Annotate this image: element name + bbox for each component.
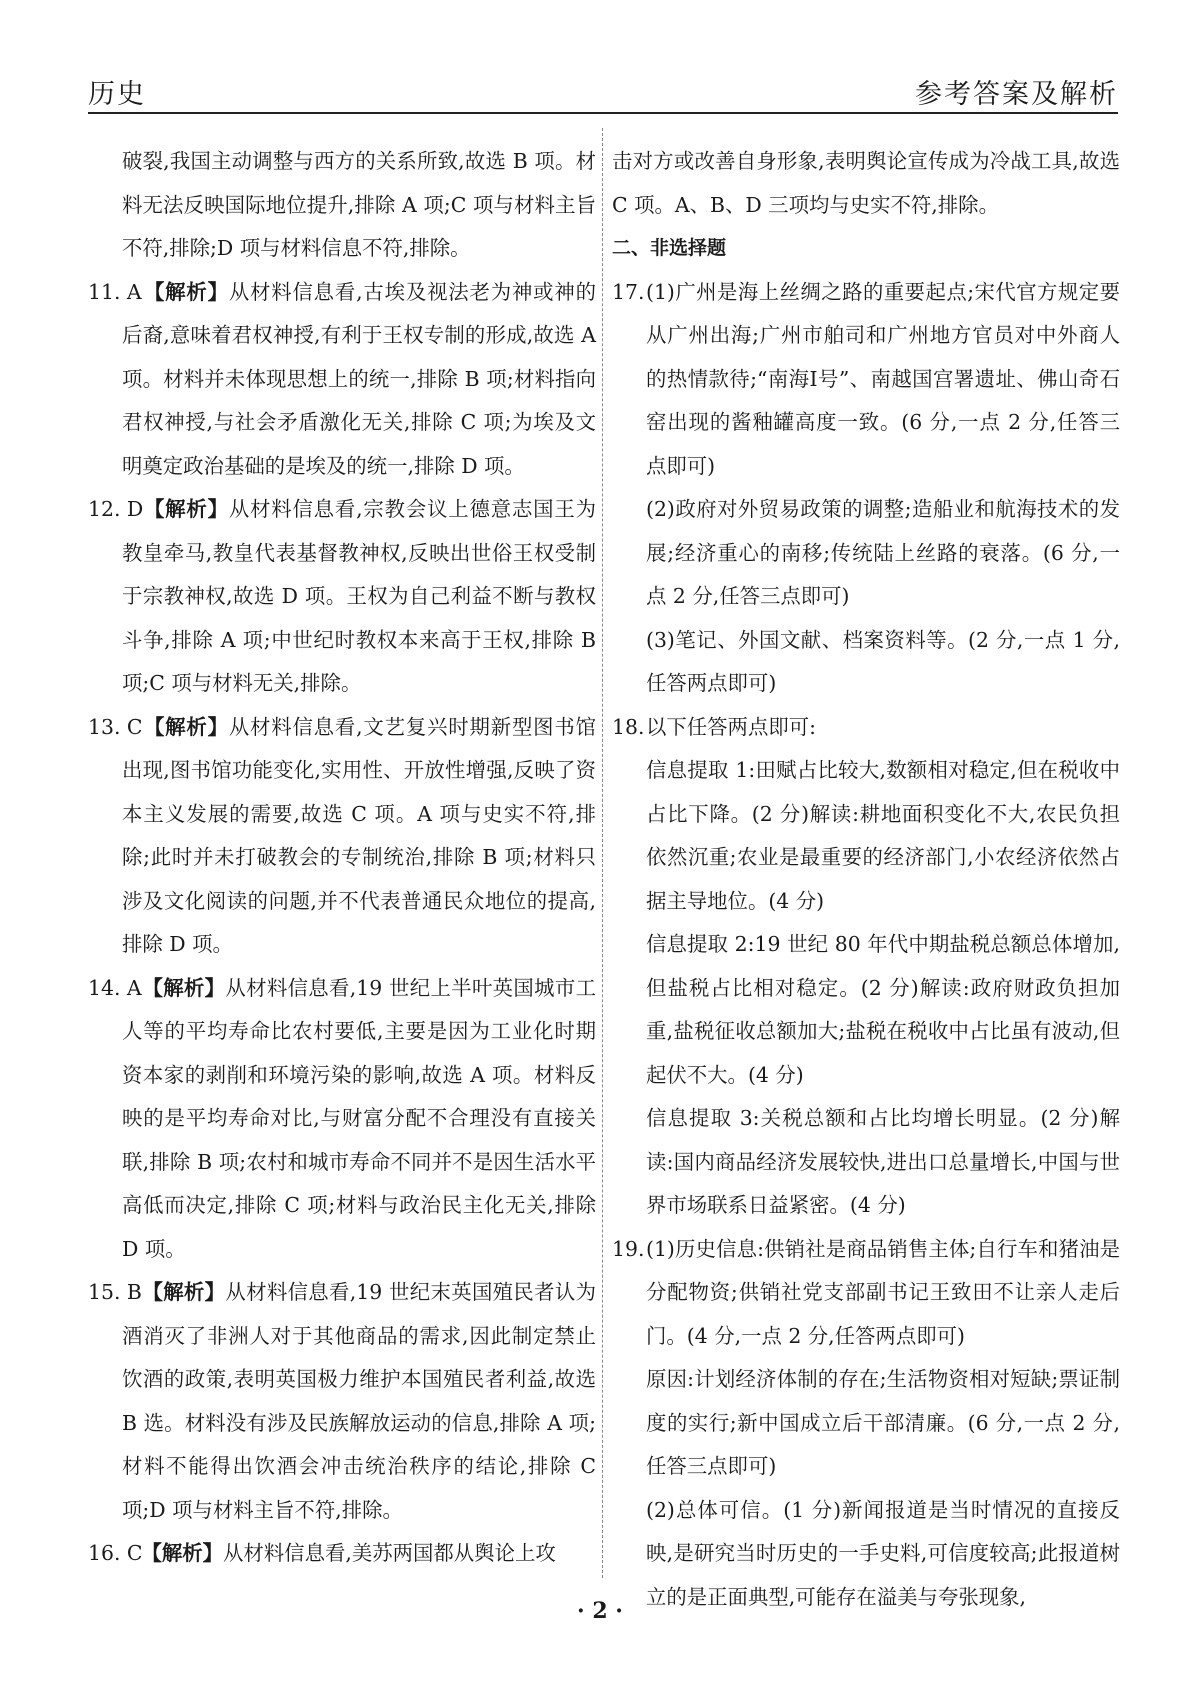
- page-header: [88, 68, 1118, 114]
- answer-paragraph: 信息提取 2:19 世纪 80 年代中期盐税总额总体增加,但盐税占比相对稳定。(2 分)解读:政府财政负担加重,盐税征收总额加大;盐税在税收中占比虽有波动,但起伏不大。(4 分): [646, 932, 1120, 1087]
- answer-item-12: [88, 488, 596, 706]
- answer-paragraph: 原因:计划经济体制的存在;生活物资相对短缺;票证制度的实行;新中国成立后干部清廉。(6 分,一点 2 分,任答三点即可): [646, 1367, 1120, 1478]
- answer-paragraph: 信息提取 1:田赋占比较大,数额相对稳定,但在税收中占比下降。(2 分)解读:耕地面积变化不大,农民负担依然沉重;农业是最重要的经济部门,小农经济依然占据主导地位。(4 分): [646, 758, 1120, 913]
- answer-item-18: [612, 706, 1120, 750]
- item-body: (1)广州是海上丝绸之路的重要起点;宋代官方规定要从广州出海;广州市舶司和广州地方官员对中外商人的热情款待;“南海Ⅰ号”、南越国宫署遗址、佛山奇石窑出现的酱釉罐高度一致。(6 分,一点 2 分,任答三点即可): [646, 279, 1120, 478]
- column-divider: [602, 128, 603, 1578]
- item-body: [122, 1532, 596, 1576]
- answer-paragraph: (3)笔记、外国文献、档案资料等。(2 分,一点 1 分,任答两点即可): [646, 627, 1120, 695]
- continued-paragraph: 破裂,我国主动调整与西方的关系所致,故选 B 项。材料无法反映国际地位提升,排除 A 项;C 项与材料主旨不符,排除;D 项与材料信息不符,排除。: [122, 149, 596, 260]
- answer-paragraph: (2)政府对外贸易政策的调整;造船业和航海技术的发展;经济重心的南移;传统陆上丝路的衰落。(6 分,一点 2 分,任答三点即可): [646, 497, 1120, 608]
- item-body: [122, 271, 596, 489]
- analysis-tag: 【解析】: [142, 975, 226, 1000]
- analysis-tag: 【解析】: [143, 497, 229, 521]
- answer-item-15: [88, 1271, 596, 1532]
- item-body: [122, 706, 596, 967]
- item-number: 11. A: [88, 279, 142, 304]
- item-number: 18.: [612, 714, 645, 739]
- analysis-text: 从材料信息看,宗教会议上德意志国王为教皇牵马,教皇代表基督教神权,反映出世俗王权受制于宗教神权,故选 D 项。王权为自己利益不断与教权斗争,排除 A 项;中世纪时教权本来高于王权,排除 B 项;C 项与材料无关,排除。: [122, 497, 596, 695]
- page-number: · 2 ·: [577, 1598, 623, 1624]
- answer-item-13: [88, 706, 596, 967]
- analysis-tag: 【解析】: [143, 714, 229, 739]
- right-column: [612, 140, 1120, 1619]
- analysis-text: 从材料信息看,19 世纪上半叶英国城市工人等的平均寿命比农村要低,主要是因为工业化时期资本家的剥削和环境污染的影响,故选 A 项。材料反映的是平均寿命对比,与财富分配不合理没有直接关联,排除 B 项;农村和城市寿命不同并不是因生活水平高低而决定,排除 C 项;材料与政治民主化无关,排除 D 项。: [122, 975, 596, 1261]
- item-body: [122, 1271, 596, 1532]
- answer-item-16: [88, 1532, 596, 1576]
- header-title: 参考答案及解析: [915, 79, 1118, 110]
- item-number: 17.: [612, 279, 645, 304]
- item-number: 12. D: [88, 497, 144, 521]
- item-number: 15. B: [88, 1280, 142, 1304]
- item-body: 以下任答两点即可:: [646, 714, 816, 739]
- item-body: [122, 488, 596, 706]
- analysis-tag: 【解析】: [141, 1541, 224, 1565]
- analysis-text: 从材料信息看,古埃及视法老为神或神的后裔,意味着君权神授,有利于王权专制的形成,故选 A 项。材料并未体现思想上的统一,排除 B 项;材料指向君权神授,与社会矛盾激化无关,排除 C 项;为埃及文明奠定政治基础的是埃及的统一,排除 D 项。: [122, 279, 596, 478]
- analysis-text: 从材料信息看,美苏两国都从舆论上攻: [223, 1541, 556, 1565]
- analysis-text: 从材料信息看,19 世纪末英国殖民者认为酒消灭了非洲人对于其他商品的需求,因此制定禁止饮酒的政策,表明英国极力维护本国殖民者利益,故选 B 选。材料没有涉及民族解放运动的信息,排除 A 项;材料不能得出饮酒会冲击统治秩序的结论,排除 C 项;D 项与材料主旨不符,排除。: [122, 1280, 596, 1522]
- continued-paragraph: 击对方或改善自身形象,表明舆论宣传成为冷战工具,故选 C 项。A、B、D 三项均与史实不符,排除。: [612, 149, 1120, 217]
- item-body: [122, 967, 596, 1272]
- item-number: 14. A: [88, 975, 142, 1000]
- answer-paragraph: 信息提取 3:关税总额和占比均增长明显。(2 分)解读:国内商品经济发展较快,进出口总量增长,中国与世界市场联系日益紧密。(4 分): [646, 1106, 1120, 1217]
- item-number: 16. C: [88, 1541, 143, 1565]
- analysis-tag: 【解析】: [142, 1280, 226, 1304]
- analysis-text: 从材料信息看,文艺复兴时期新型图书馆出现,图书馆功能变化,实用性、开放性增强,反映了资本主义发展的需要,故选 C 项。A 项与史实不符,排除;此时并未打破教会的专制统治,排除 B 项;材料只涉及文化阅读的问题,并不代表普通民众地位的提高,排除 D 项。: [122, 714, 596, 956]
- answer-item-11: [88, 271, 596, 489]
- section-title: 二、非选择题: [612, 237, 727, 259]
- item-number: 13. C: [88, 714, 143, 739]
- item-body: (1)历史信息:供销社是商品销售主体;自行车和猪油是分配物资;供销社党支部副书记王致田不让亲人走后门。(4 分,一点 2 分,任答两点即可): [646, 1236, 1120, 1348]
- answer-item-19: [612, 1228, 1120, 1359]
- answer-paragraph: (2)总体可信。(1 分)新闻报道是当时情况的直接反映,是研究当时历史的一手史料,可信度较高;此报道树立的是正面典型,可能存在溢美与夸张现象,: [646, 1497, 1120, 1609]
- subject-label: 历史: [88, 79, 146, 110]
- item-number: 19.: [612, 1236, 645, 1261]
- analysis-tag: 【解析】: [143, 279, 229, 304]
- answer-item-14: [88, 967, 596, 1272]
- left-column: [88, 140, 596, 1576]
- answer-item-17: [612, 271, 1120, 489]
